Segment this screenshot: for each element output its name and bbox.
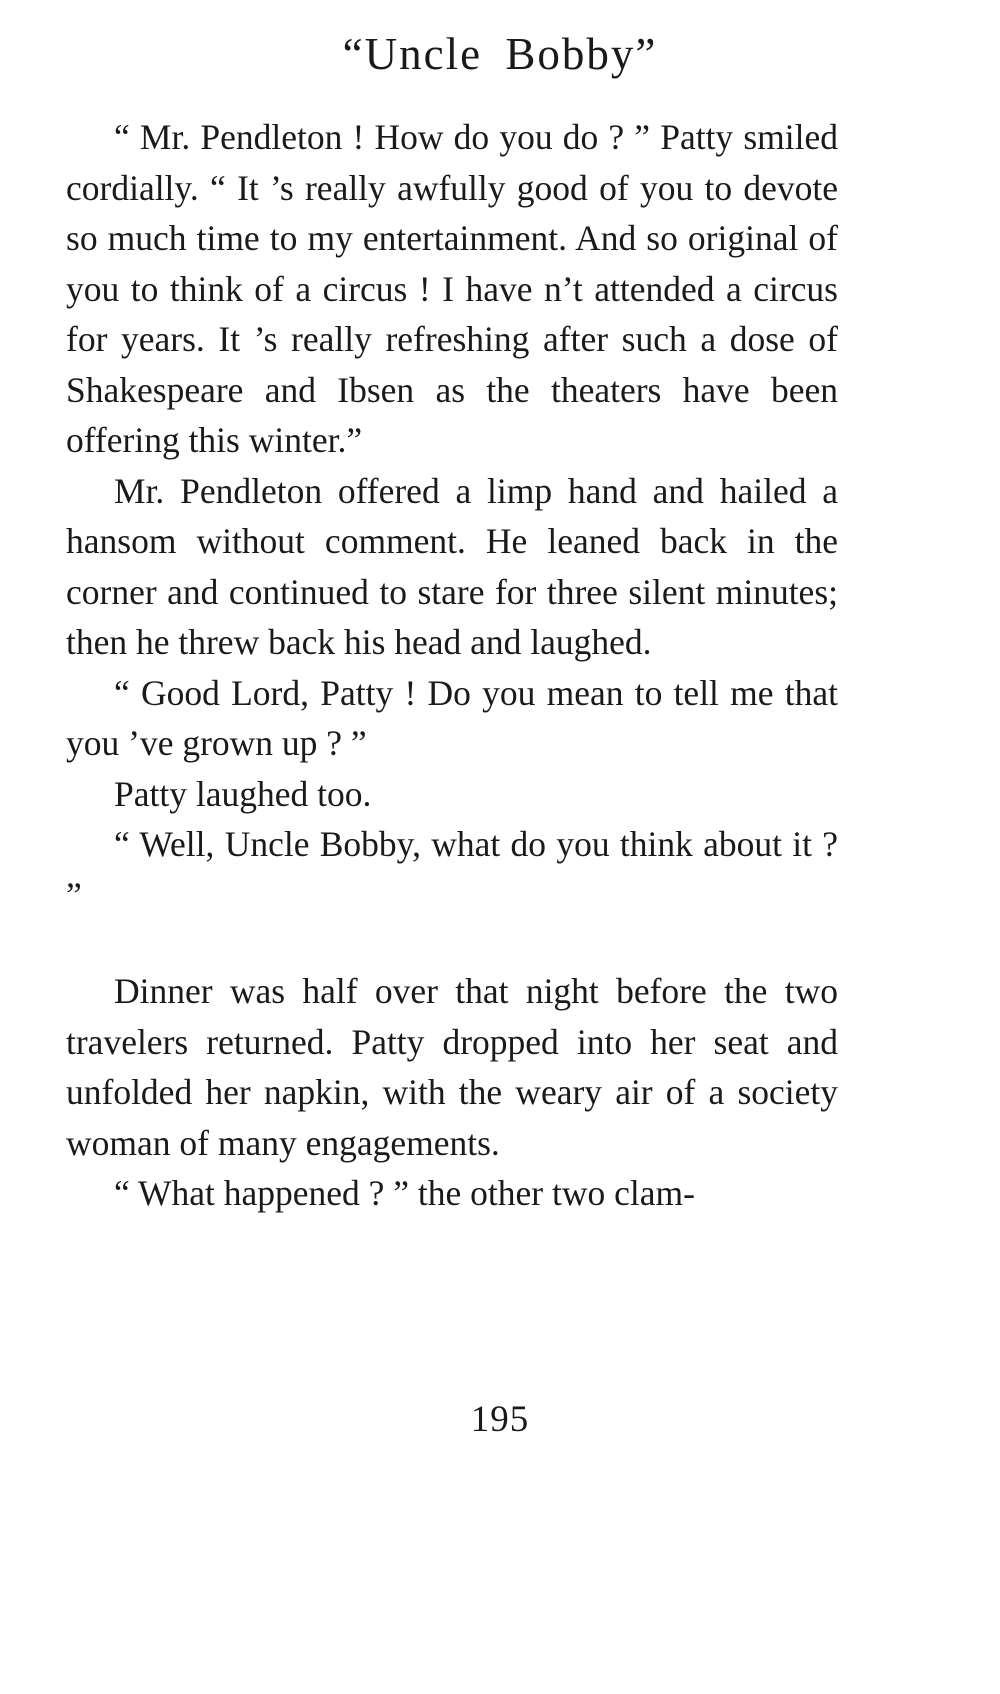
paragraph-4: Patty laughed too. [114,773,372,814]
page-body [66,112,838,1219]
paragraph-1: “ Mr. Pendleton ! How do you do ? ” Patty smiled cordially. “ It ’s really awfully good of you to devote so much time to my entertainment. And so original of you to think of a circus ! I have n’t attended a circus for years. It ’s really refreshing after such a dose of Shakespeare and Ibsen as the theaters have been offering this winter.” [66,117,838,460]
paragraph-2: Mr. Pendleton offered a limp hand and hailed a hansom without comment. He leaned back in the corner and continued to stare for three silent minutes; then he threw back his head and laughed. [66,470,838,662]
page-number: 195 [470,1399,530,1440]
paragraph-7: “ What happened ? ” the other two clam- [114,1173,695,1213]
paragraph-6: Dinner was half over that night before the two travelers returned. Patty dropped into her seat and unfolded her napkin, with the weary air of a society woman of many engagements. [66,971,838,1163]
page-title: “Uncle Bobby” [342,29,658,79]
paragraph-3: “ Good Lord, Patty ! Do you mean to tell me that you ’ve grown up ? ” [66,672,838,763]
paragraph-break [66,920,838,966]
paragraph-5: “ Well, Uncle Bobby, what do you think about it ? ” [66,824,838,915]
